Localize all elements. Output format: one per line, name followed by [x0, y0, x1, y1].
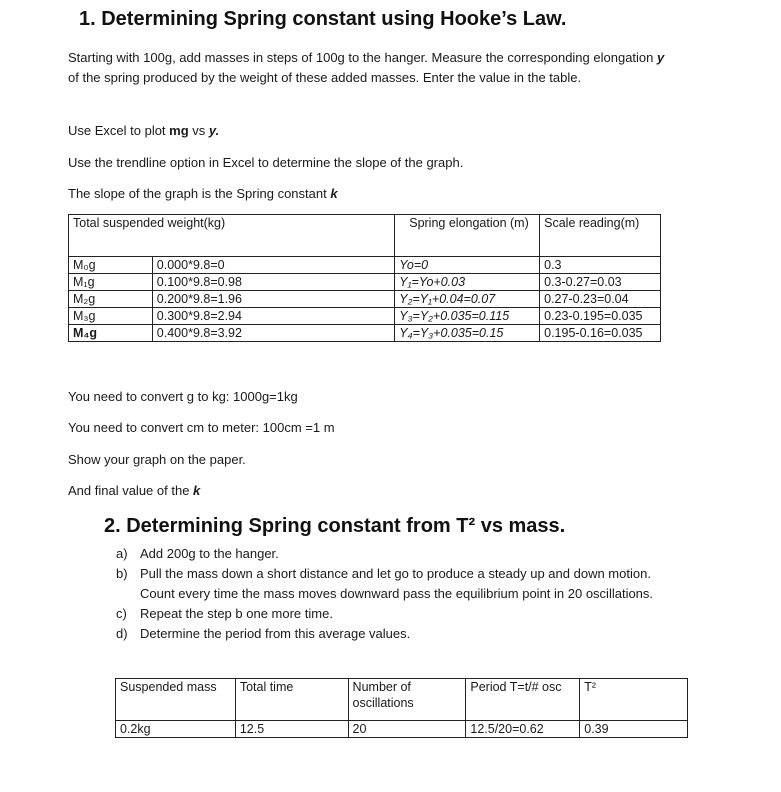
- table-row: [69, 291, 661, 308]
- intro-text: Starting with 100g, add masses in steps of 100g to the hanger. Measure the corresponding elongation: [68, 50, 657, 65]
- plot-vs: vs: [188, 123, 209, 138]
- hooke-table: [68, 214, 661, 342]
- t-squared-value: 0.39: [580, 721, 688, 738]
- intro-text-end: of the spring produced by the weight of these added masses. Enter the value in the table.: [68, 70, 582, 85]
- step-marker: c): [116, 606, 127, 621]
- final-k: k: [193, 483, 201, 498]
- procedure-steps: [116, 544, 681, 644]
- header-mass: Suspended mass: [116, 679, 236, 721]
- period-table: [115, 678, 688, 738]
- convert-g-note: You need to convert g to kg: 1000g=1kg: [68, 389, 298, 404]
- step-text: Determine the period from this average values.: [140, 626, 411, 641]
- show-graph-note: Show your graph on the paper.: [68, 452, 246, 467]
- step-item: [116, 564, 681, 604]
- step-text: Pull the mass down a short distance and let go to produce a steady up and down motion. Count every time the mass moves downward pass the equilibrium point in 20 oscillations.: [140, 566, 654, 601]
- scale-value: 0.195-0.16=0.035: [540, 325, 661, 342]
- slope-statement: [68, 184, 338, 204]
- weight-value: 0.000*9.8=0: [152, 257, 394, 274]
- elongation-value: Y₄=Y₃+0.035=0.15: [395, 325, 540, 342]
- table-row: [69, 257, 661, 274]
- mass-label: M₀g: [69, 257, 153, 274]
- header-total-time: Total time: [235, 679, 348, 721]
- plot-text: Use Excel to plot: [68, 123, 170, 138]
- header-period: Period T=t/# osc: [466, 679, 580, 721]
- step-text: Repeat the step b one more time.: [140, 606, 333, 621]
- weight-value: 0.400*9.8=3.92: [152, 325, 394, 342]
- step-text: Add 200g to the hanger.: [140, 546, 279, 561]
- mass-value: 0.2kg: [116, 721, 236, 738]
- elongation-value: Yo=0: [395, 257, 540, 274]
- step-marker: d): [116, 626, 128, 641]
- table-row: [69, 325, 661, 342]
- scale-value: 0.23-0.195=0.035: [540, 308, 661, 325]
- step-marker: a): [116, 546, 128, 561]
- elongation-value: Y₁=Yo+0.03: [395, 274, 540, 291]
- section1-title: 1. Determining Spring constant using Hooke’s Law.: [79, 8, 567, 30]
- plot-mg: mg: [169, 123, 189, 138]
- table-header-row: [69, 215, 661, 257]
- table-header-row: [116, 679, 688, 721]
- total-time-value: 12.5: [235, 721, 348, 738]
- mass-label: M₁g: [69, 274, 153, 291]
- plot-instruction: [68, 121, 219, 141]
- section2-title: 2. Determining Spring constant from T² vs mass.: [104, 515, 566, 537]
- header-t-squared: T²: [580, 679, 688, 721]
- step-item: [116, 624, 681, 644]
- elongation-value: Y₃=Y₂+0.035=0.115: [395, 308, 540, 325]
- step-item: [116, 604, 681, 624]
- weight-value: 0.200*9.8=1.96: [152, 291, 394, 308]
- table-row: [116, 721, 688, 738]
- scale-value: 0.3-0.27=0.03: [540, 274, 661, 291]
- trendline-instruction: Use the trendline option in Excel to determine the slope of the graph.: [68, 155, 464, 170]
- slope-k: k: [330, 186, 338, 201]
- mass-label: M₄g: [69, 325, 153, 342]
- final-text: And final value of the: [68, 483, 194, 498]
- final-value-note: [68, 481, 200, 501]
- elongation-value: Y₂=Y₁+0.04=0.07: [395, 291, 540, 308]
- intro-y: y: [657, 50, 665, 65]
- slope-text: The slope of the graph is the Spring constant: [68, 186, 331, 201]
- weight-value: 0.300*9.8=2.94: [152, 308, 394, 325]
- header-scale: Scale reading(m): [540, 215, 661, 257]
- mass-label: M₃g: [69, 308, 153, 325]
- plot-y: y.: [208, 123, 220, 138]
- step-item: [116, 544, 681, 564]
- table-row: [69, 308, 661, 325]
- weight-value: 0.100*9.8=0.98: [152, 274, 394, 291]
- header-weight: Total suspended weight(kg): [69, 215, 395, 257]
- convert-cm-note: You need to convert cm to meter: 100cm =1 m: [68, 420, 335, 435]
- intro-paragraph: [68, 48, 678, 88]
- scale-value: 0.3: [540, 257, 661, 274]
- scale-value: 0.27-0.23=0.04: [540, 291, 661, 308]
- mass-label: M₂g: [69, 291, 153, 308]
- oscillations-value: 20: [348, 721, 466, 738]
- header-oscillations: Number of oscillations: [348, 679, 466, 721]
- step-marker: b): [116, 566, 128, 581]
- table-row: [69, 274, 661, 291]
- period-value: 12.5/20=0.62: [466, 721, 580, 738]
- header-elongation: Spring elongation (m): [395, 215, 540, 257]
